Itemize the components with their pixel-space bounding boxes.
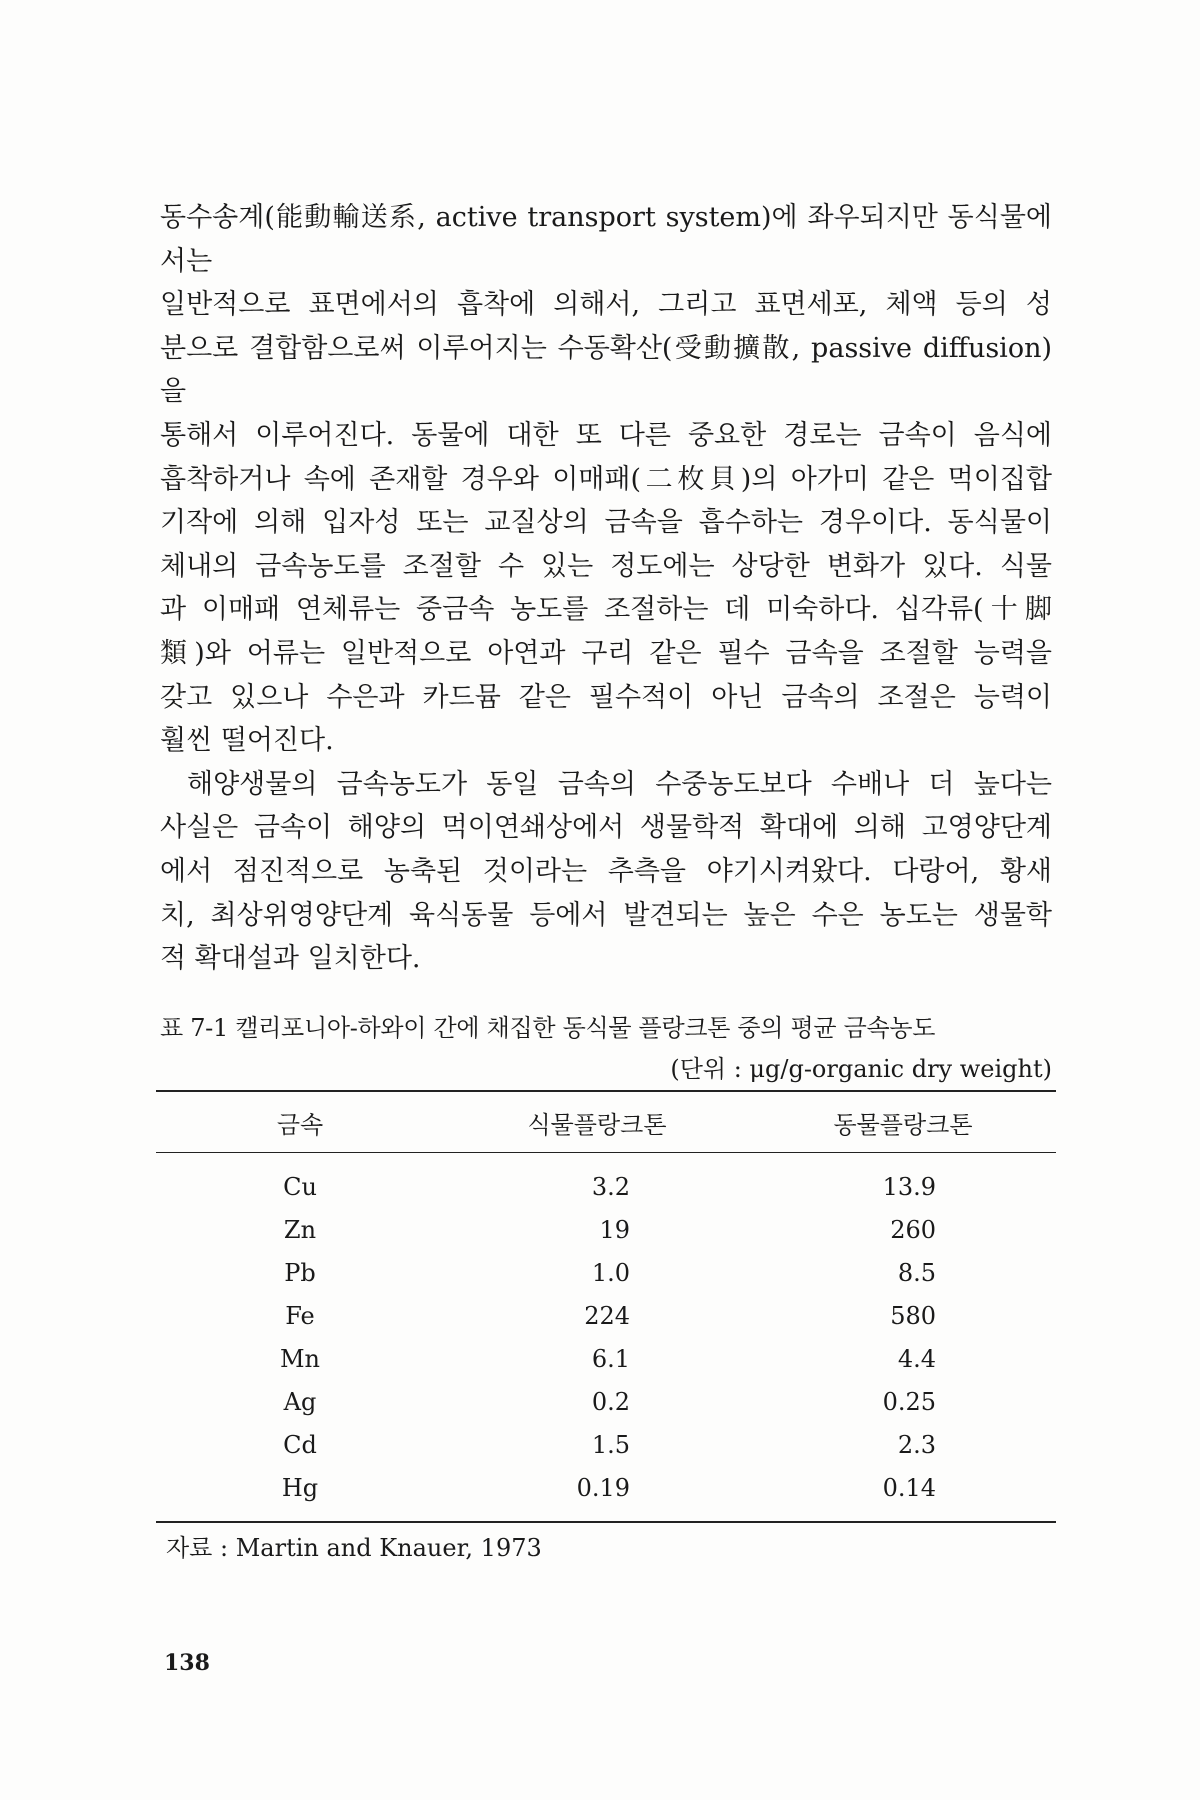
zooplankton-value: 4.4 [897, 1344, 936, 1373]
table-row [156, 1380, 1056, 1423]
zooplankton-value: 0.14 [882, 1473, 936, 1502]
phytoplankton-cell [444, 1294, 750, 1337]
paragraph-2 [160, 763, 1052, 981]
header-metal: 금속 [156, 1091, 444, 1153]
metal-cell: Zn [283, 1215, 317, 1244]
phytoplankton-value: 1.0 [591, 1258, 630, 1287]
table-title: 표 7-1 캘리포니아-하와이 간에 채집한 동식물 플랑크톤 중의 평균 금속농도 [160, 1014, 936, 1042]
phytoplankton-cell [444, 1380, 750, 1423]
zooplankton-cell [750, 1251, 1056, 1294]
zooplankton-cell [750, 1423, 1056, 1466]
table-source: 자료 : Martin and Knauer, 1973 [166, 1534, 542, 1562]
page-number: 138 [164, 1650, 210, 1676]
text-line: 동수송계(能動輸送系, active transport system)에 좌우되지만 동식물에서는 [160, 202, 1052, 277]
phytoplankton-value: 0.19 [576, 1473, 630, 1502]
table-header-row [156, 1091, 1056, 1153]
phytoplankton-value: 19 [599, 1215, 630, 1244]
table-row [156, 1153, 1056, 1209]
metal-cell: Cu [283, 1172, 317, 1201]
table-unit: (단위 : μg/g-organic dry weight) [670, 1055, 1052, 1083]
table-caption [160, 1008, 1052, 1084]
zooplankton-value: 0.25 [882, 1387, 936, 1416]
text-line: 분으로 결합함으로써 이루어지는 수동확산(受動擴散, passive diffusion)을 [160, 332, 1052, 408]
zooplankton-value: 8.5 [897, 1258, 936, 1287]
table-row [156, 1294, 1056, 1337]
text-line: 일반적으로 표면에서의 흡착에 의해서, 그리고 표면세포, 체액 등의 성 [160, 289, 1052, 321]
zooplankton-value: 260 [890, 1215, 936, 1244]
metal-cell: Pb [284, 1258, 316, 1287]
phytoplankton-cell [444, 1208, 750, 1251]
table-row [156, 1466, 1056, 1522]
table-row [156, 1337, 1056, 1380]
table-row [156, 1251, 1056, 1294]
zooplankton-cell [750, 1294, 1056, 1337]
table-body [156, 1153, 1056, 1523]
phytoplankton-cell [444, 1251, 750, 1294]
text-line: 사실은 금속이 해양의 먹이연쇄상에서 생물학적 확대에 의해 고영양단계 [160, 812, 1052, 844]
text-line: 흡착하거나 속에 존재할 경우와 이매패(二枚貝)의 아가미 같은 먹이집합 [160, 463, 1052, 495]
text-line: 갖고 있으나 수은과 카드뮴 같은 필수적이 아닌 금속의 조절은 능력이 [160, 681, 1052, 713]
zooplankton-value: 2.3 [897, 1430, 936, 1459]
phytoplankton-value: 1.5 [591, 1430, 630, 1459]
phytoplankton-cell [444, 1153, 750, 1209]
text-line: 類)와 어류는 일반적으로 아연과 구리 같은 필수 금속을 조절할 능력을 [160, 637, 1052, 669]
phytoplankton-cell [444, 1337, 750, 1380]
zooplankton-value: 580 [890, 1301, 936, 1330]
metal-cell: Fe [285, 1301, 315, 1330]
text-line: 에서 점진적으로 농축된 것이라는 추측을 야기시켜왔다. 다랑어, 황새 [160, 855, 1052, 887]
text-line: 기작에 의해 입자성 또는 교질상의 금속을 흡수하는 경우이다. 동식물이 [160, 507, 1052, 539]
body-text [160, 196, 1052, 981]
text-line: 치, 최상위영양단계 육식동물 등에서 발견되는 높은 수은 농도는 생물학 [160, 899, 1052, 931]
phytoplankton-value: 3.2 [591, 1172, 630, 1201]
zooplankton-cell [750, 1153, 1056, 1209]
phytoplankton-value: 224 [584, 1301, 630, 1330]
header-phytoplankton: 식물플랑크톤 [444, 1091, 750, 1153]
zooplankton-cell [750, 1208, 1056, 1251]
metal-cell: Cd [283, 1430, 317, 1459]
text-line: 과 이매패 연체류는 중금속 농도를 조절하는 데 미숙하다. 십각류(十脚 [160, 594, 1052, 626]
table-row [156, 1423, 1056, 1466]
phytoplankton-cell [444, 1423, 750, 1466]
metal-cell: Ag [283, 1387, 317, 1416]
text-line: 적 확대설과 일치한다. [160, 943, 421, 975]
zooplankton-cell [750, 1466, 1056, 1522]
zooplankton-cell [750, 1380, 1056, 1423]
text-line: 체내의 금속농도를 조절할 수 있는 정도에는 상당한 변화가 있다. 식물 [160, 550, 1052, 582]
zooplankton-value: 13.9 [882, 1172, 936, 1201]
zooplankton-cell [750, 1337, 1056, 1380]
phytoplankton-cell [444, 1466, 750, 1522]
metal-concentration-table [156, 1090, 1056, 1523]
text-line: 훨씬 떨어진다. [160, 725, 334, 757]
header-zooplankton: 동물플랑크톤 [750, 1091, 1056, 1153]
text-line: 통해서 이루어진다. 동물에 대한 또 다른 중요한 경로는 금속이 음식에 [160, 419, 1052, 451]
phytoplankton-value: 0.2 [591, 1387, 630, 1416]
metal-cell: Mn [279, 1344, 321, 1373]
table-row [156, 1208, 1056, 1251]
text-line: 해양생물의 금속농도가 동일 금속의 수중농도보다 수배나 더 높다는 [187, 768, 1052, 800]
metal-cell: Hg [156, 1466, 444, 1522]
paragraph-1 [160, 196, 1052, 763]
phytoplankton-value: 6.1 [591, 1344, 630, 1373]
